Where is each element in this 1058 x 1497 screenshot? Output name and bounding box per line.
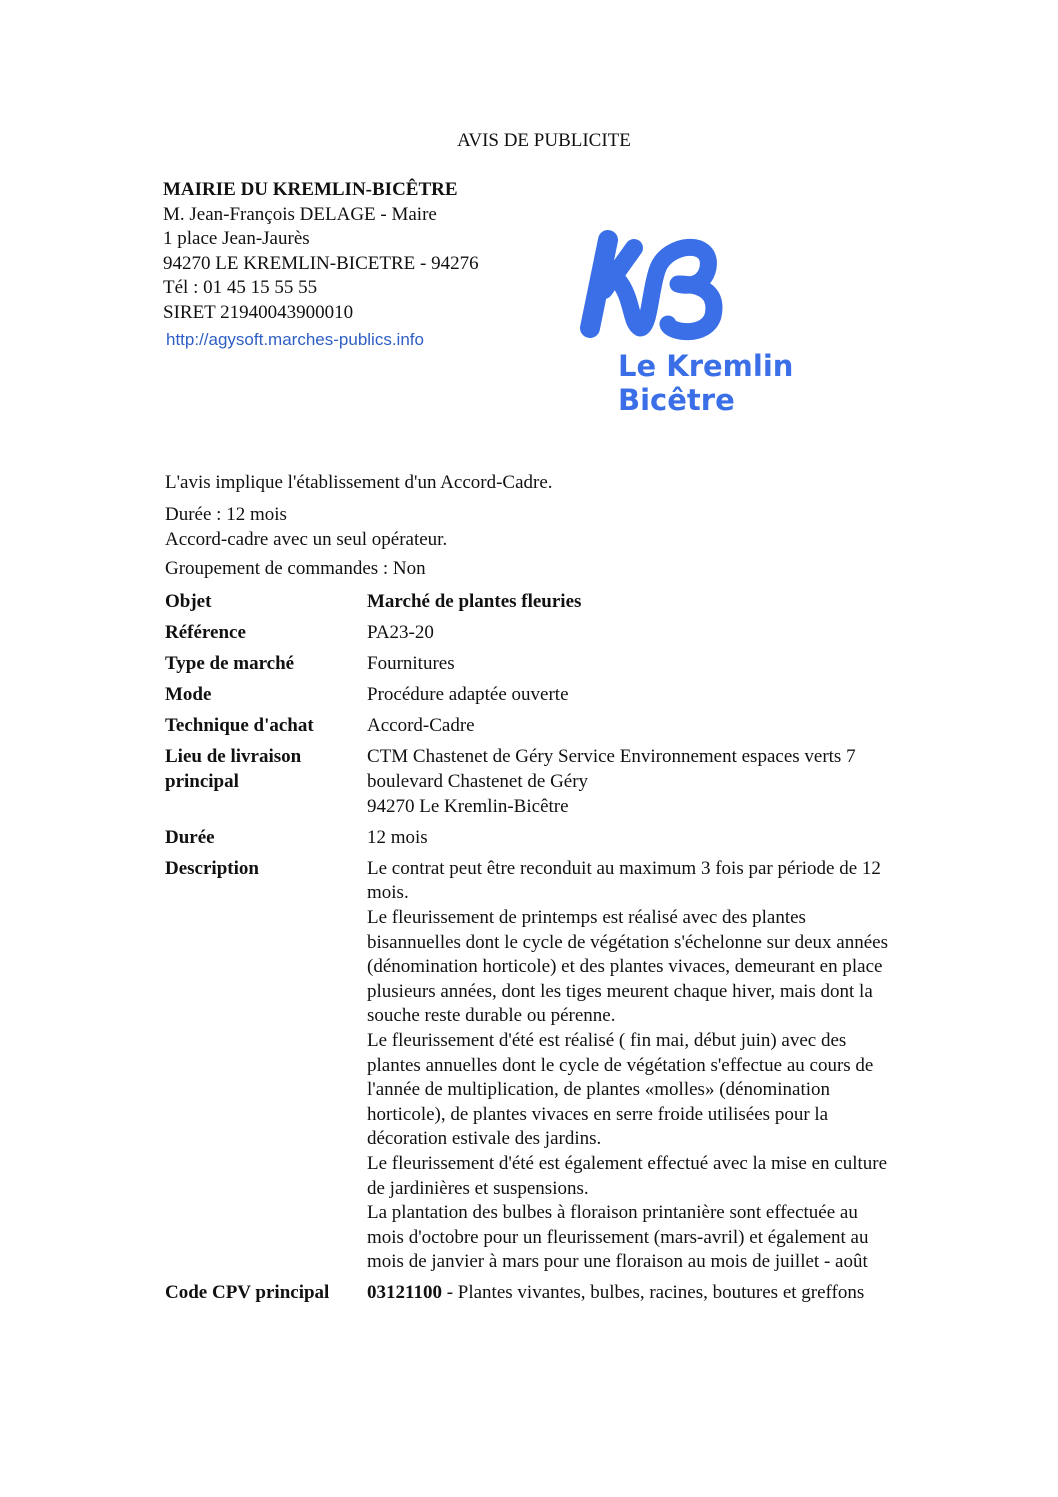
kb-monogram-icon [578,228,818,418]
siret-number: SIRET 21940043900010 [163,301,354,323]
logo-line1: Le Kremlin [618,349,794,383]
label-mode: Mode [165,684,212,706]
row-lieu [165,745,905,819]
row-cpv [165,1281,905,1306]
label-reference: Référence [165,622,246,644]
row-description [165,857,905,1275]
label-duree: Durée [165,826,215,848]
description-paragraph: Le fleurissement d'été est réalisé ( fin mai, début juin) avec des plantes annuelles dont le cycle de végétation s'effectue au cours de l'année de multiplication, de plantes «molles» (dénomination horticole), de plantes vivaces en serre froide utilisées pour la décoration estivale des jardins. [367,1030,874,1150]
row-reference [165,621,905,646]
duration-block [165,503,447,552]
row-technique [165,714,905,739]
label-objet: Objet [165,591,212,612]
lieu-line-2: 94270 Le Kremlin-Bicêtre [367,795,569,817]
description-paragraph: Le fleurissement de printemps est réalisé avec des plantes bisannuelles dont le cycle de végétation s'échelonne sur deux années (dénomination horticole) et des plantes vivaces, demeurant en place plusieurs années, dont les tiges meurent chaque hiver, mais dont la souche reste durable ou pérenne. [367,907,888,1027]
description-paragraph: Le fleurissement d'été est également effectué avec la mise en culture de jardinières et suspensions. [367,1152,888,1199]
accord-cadre-notice: L'avis implique l'établissement d'un Accord-Cadre. [165,472,553,493]
value-description [367,857,905,1275]
document-title: AVIS DE PUBLICITE [457,130,631,151]
description-paragraph: Le contrat peut être reconduit au maximum 3 fois par période de 12 mois. [367,857,881,904]
row-type [165,652,905,677]
row-mode [165,683,905,708]
grouping-line: Groupement de commandes : Non [165,558,426,579]
value-duree: 12 mois [367,826,428,848]
label-type: Type de marché [165,653,295,675]
duration-line: Durée : 12 mois [165,504,287,525]
value-cpv [367,1281,905,1306]
organization-name: MAIRIE DU KREMLIN-BICÊTRE [163,179,458,200]
value-objet: Marché de plantes fleuries [367,591,582,612]
value-technique: Accord-Cadre [367,715,475,737]
value-reference: PA23-20 [367,622,434,644]
kremlin-bicetre-logo [578,228,818,418]
label-description: Description [165,857,259,879]
value-lieu [367,745,905,819]
row-duree [165,826,905,851]
street-address: 1 place Jean-Jaurès [163,228,310,250]
details-table [165,590,905,1313]
cpv-code: 03121100 [367,1282,442,1304]
website-link[interactable]: http://agysoft.marches-publics.info [166,329,424,349]
lieu-line-1: CTM Chastenet de Géry Service Environnement espaces verts 7 boulevard Chastenet de Géry [367,746,856,793]
label-cpv: Code CPV principal [165,1282,330,1304]
label-technique: Technique d'achat [165,715,314,737]
city-line: 94270 LE KREMLIN-BICETRE - 94276 [163,252,479,274]
value-type: Fournitures [367,653,455,675]
value-mode: Procédure adaptée ouverte [367,684,569,706]
logo-line2: Bicêtre [618,383,735,417]
description-paragraph: La plantation des bulbes à floraison printanière sont effectuée au mois d'octobre pour un fleurissement (mars-avril) et également au mois de janvier à mars pour une floraison au mois de juillet - août [367,1202,869,1273]
row-objet [165,590,905,615]
contact-person: M. Jean-François DELAGE - Maire [163,203,437,225]
label-lieu: Lieu de livraison principal [165,746,302,793]
issuer-block [163,178,479,352]
phone-number: Tél : 01 45 15 55 55 [163,277,318,299]
operator-line: Accord-cadre avec un seul opérateur. [165,528,448,550]
cpv-text: - Plantes vivantes, bulbes, racines, boutures et greffons [441,1282,865,1304]
